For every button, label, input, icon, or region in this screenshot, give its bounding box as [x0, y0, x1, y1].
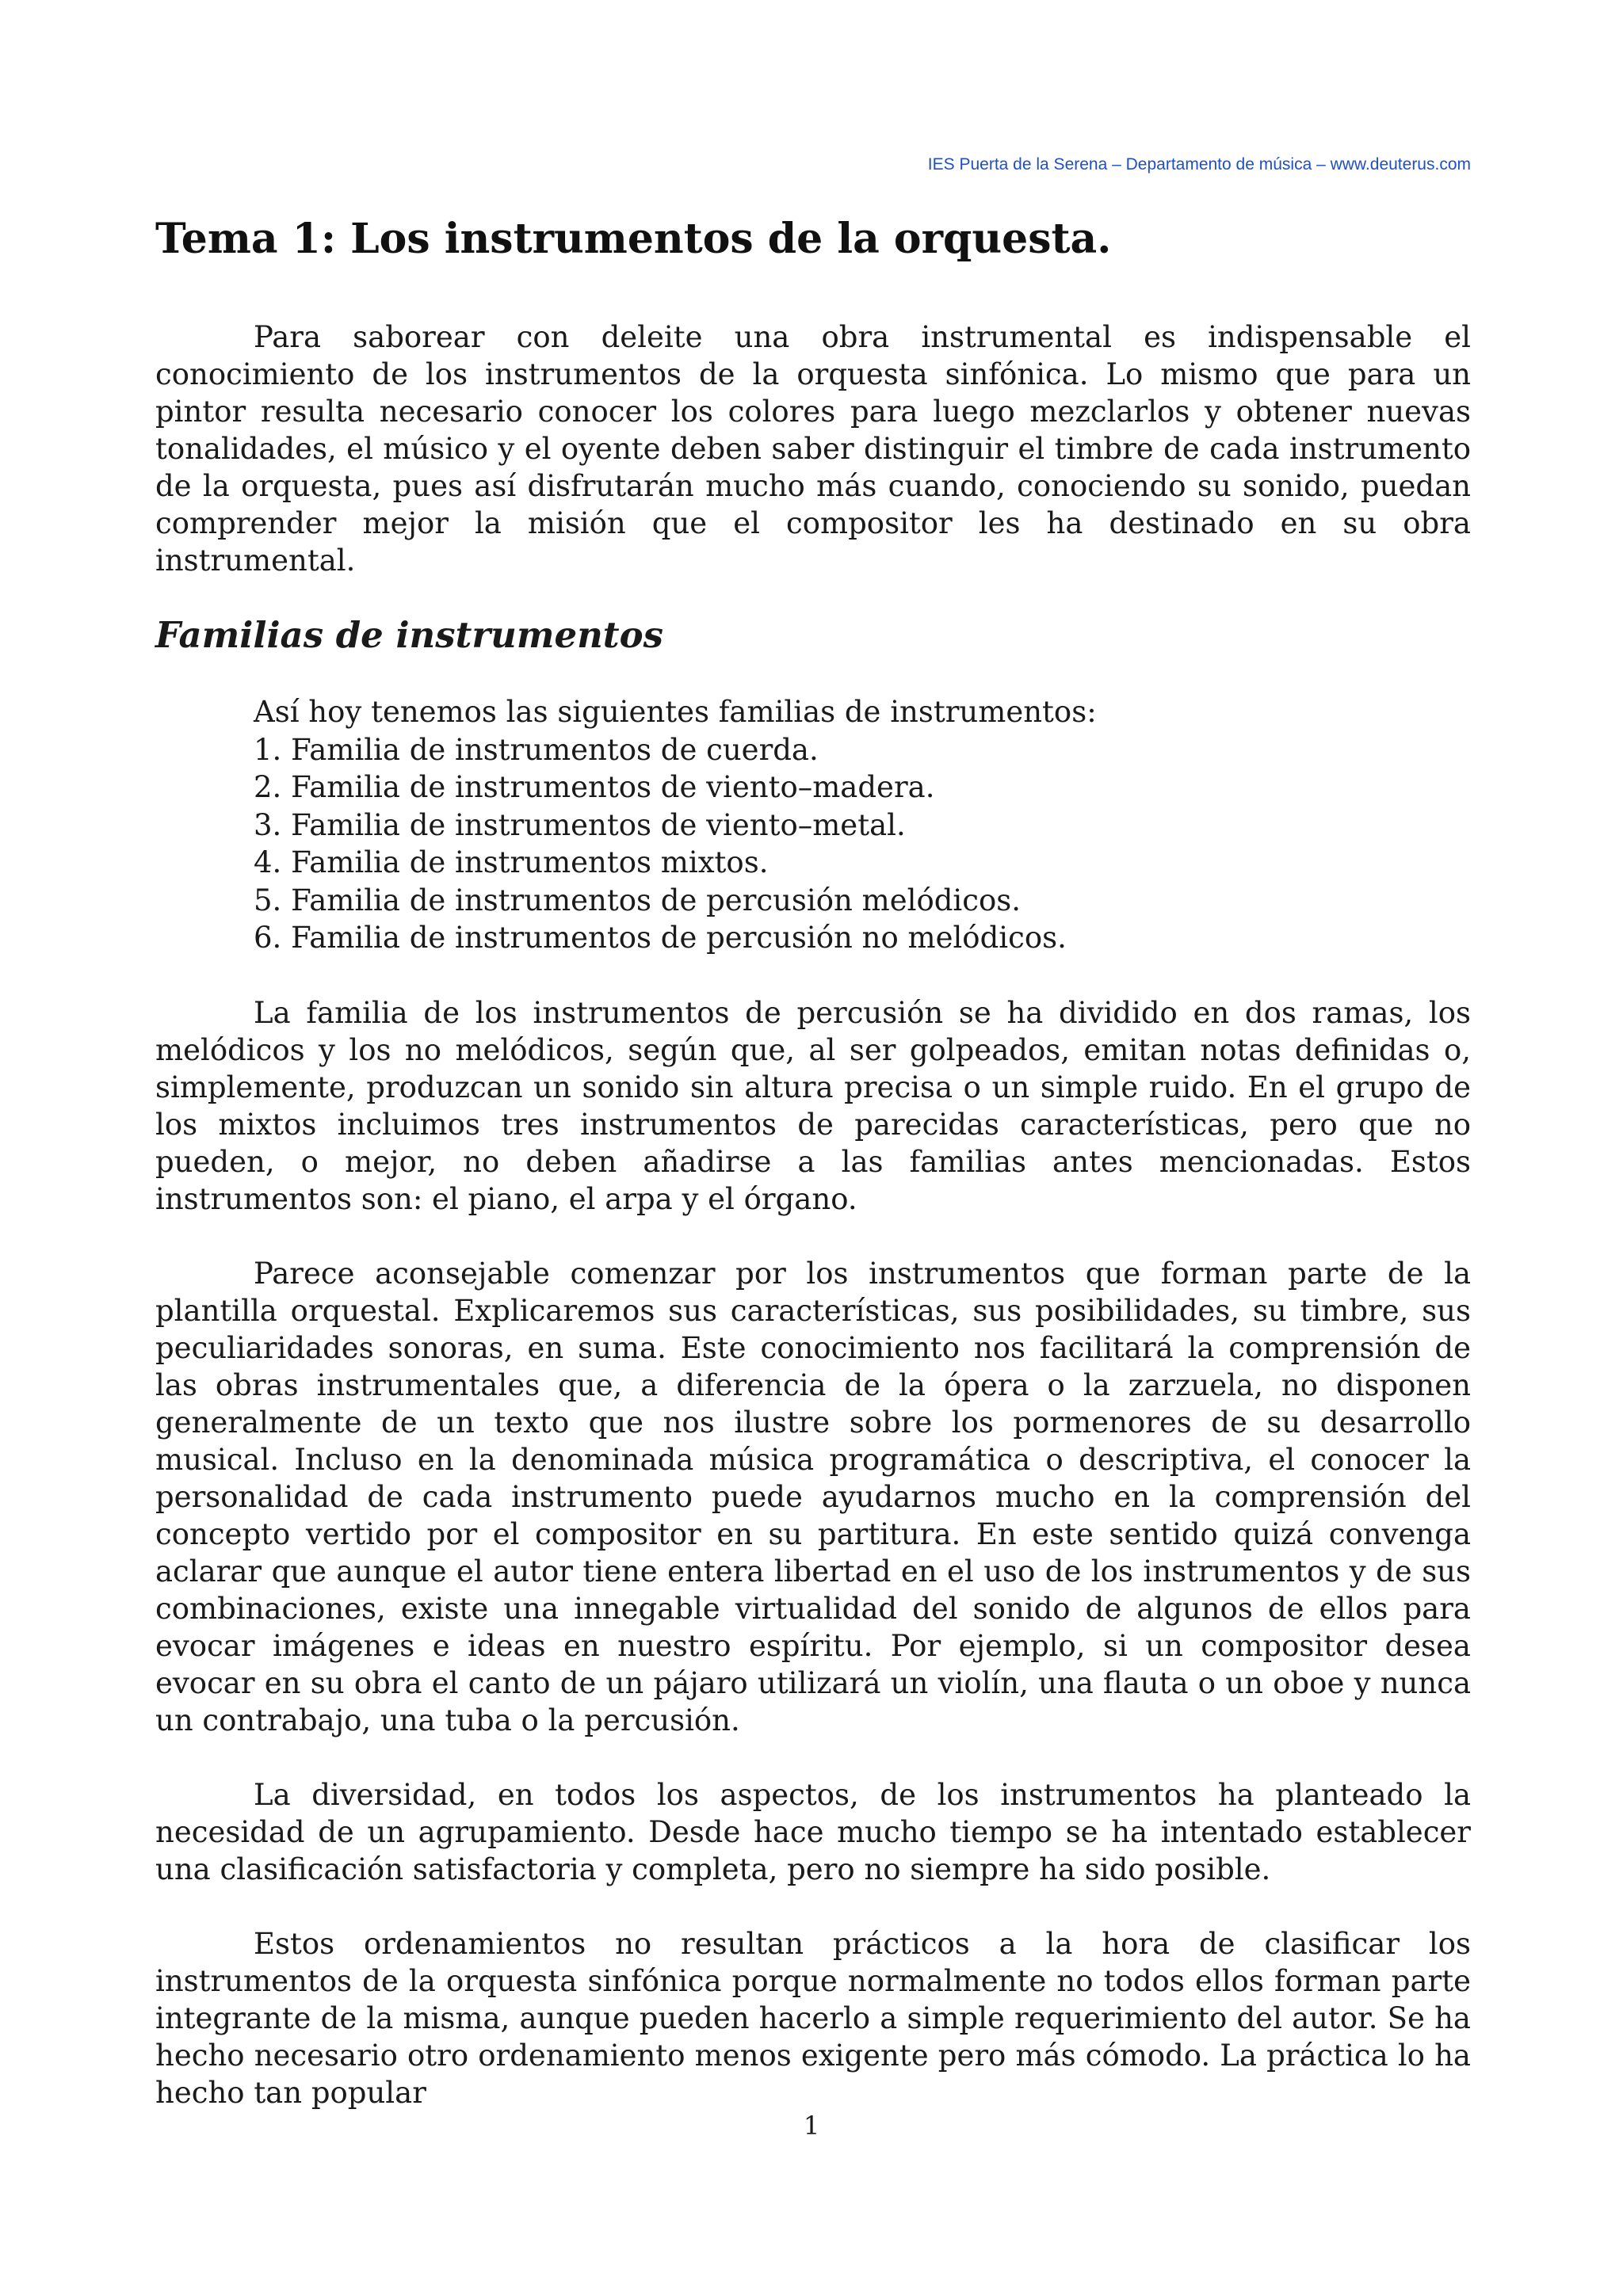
intro-paragraph: Para saborear con deleite una obra instrumental es indispensable el conocimiento de los instrumentos de la orquesta sinfónica. Lo mismo que para un pintor resulta necesario conocer los colores para luego mezclarlos y obtener nuevas tonalidades, el músico y el oyente deben saber distinguir el timbre de cada instrumento de la orquesta, pues así disfrutarán mucho más cuando, conociendo su sonido, puedan comprender mejor la misión que el compositor les ha destinado en su obra instrumental. — [155, 320, 1471, 578]
body-paragraph: Estos ordenamientos no resultan prácticos a la hora de clasificar los instrumentos de la orquesta sinfónica porque normalmente no todos ellos forman parte integrante de la misma, aunque pueden hacerlo a simple requerimiento del autor. Se ha hecho necesario otro ordenamiento menos exigente pero más cómodo. La práctica lo ha hecho tan popular — [155, 1926, 1471, 2110]
list-item: 1. Familia de instrumentos de cuerda. — [254, 732, 819, 767]
header-note: IES Puerta de la Serena – Departamento de música – www.deuterus.com — [927, 155, 1471, 174]
spacer — [155, 579, 1471, 613]
body-paragraph: Parece aconsejable comenzar por los instrumentos que forman parte de la plantilla orquestal. Explicaremos sus características, sus posibilidades, su timbre, sus peculiaridades sonoras, en suma. Este conocimiento nos facilitará la comprensión de las obras instrumentales que, a diferencia de la ópera o la zarzuela, no disponen generalmente de un texto que nos ilustre sobre los pormenores de su desarrollo musical. Incluso en la denominada música programática o descriptiva, el conocer la personalidad de cada instrumento puede ayudarnos mucho en la comprensión del concepto vertido por el compositor en su partitura. En este sentido quizá convenga aclarar que aunque el autor tiene entera libertad en el uso de los instrumentos y de sus combinaciones, existe una innegable virtualidad del sonido de algunos de ellos para evocar imágenes e ideas en nuestro espíritu. Por ejemplo, si un compositor desea evocar en su obra el canto de un pájaro utilizará un violín, una flauta o un oboe y nunca un contrabajo, una tuba o la percusión. — [155, 1256, 1471, 1737]
body-paragraph: La diversidad, en todos los aspectos, de los instrumentos ha planteado la necesidad de un agrupamiento. Desde hace mucho tiempo se ha intentado establecer una clasificación satisfactoria y completa, pero no siempre ha sido posible. — [155, 1777, 1471, 1886]
spacer — [155, 1888, 1471, 1925]
list-item: 4. Familia de instrumentos mixtos. — [254, 845, 769, 879]
spacer — [155, 1218, 1471, 1255]
list-item: 5. Familia de instrumentos de percusión melódicos. — [254, 883, 1021, 917]
spacer — [155, 658, 1471, 693]
spacer — [155, 957, 1471, 994]
document-body — [155, 318, 1471, 2111]
list-intro: Así hoy tenemos las siguientes familias de instrumentos: — [254, 695, 1097, 729]
list-item: 6. Familia de instrumentos de percusión no melódicos. — [254, 921, 1067, 955]
spacer — [155, 1739, 1471, 1776]
list-item: 2. Familia de instrumentos de viento–madera. — [254, 770, 935, 804]
family-list — [155, 693, 1471, 957]
page-number: 1 — [803, 2111, 820, 2141]
page-title: Tema 1: Los instrumentos de la orquesta. — [155, 215, 1112, 263]
section-heading: Familias de instrumentos — [155, 614, 663, 656]
body-paragraph: La familia de los instrumentos de percusión se ha dividido en dos ramas, los melódicos y los no melódicos, según que, al ser golpeados, emitan notas definidas o, simplemente, produzcan un sonido sin altura precisa o un simple ruido. En el grupo de los mixtos incluimos tres instrumentos de parecidas características, pero que no pueden, o mejor, no deben añadirse a las familias antes mencionadas. Estos instrumentos son: el piano, el arpa y el órgano. — [155, 995, 1471, 1216]
list-item: 3. Familia de instrumentos de viento–metal. — [254, 807, 906, 842]
